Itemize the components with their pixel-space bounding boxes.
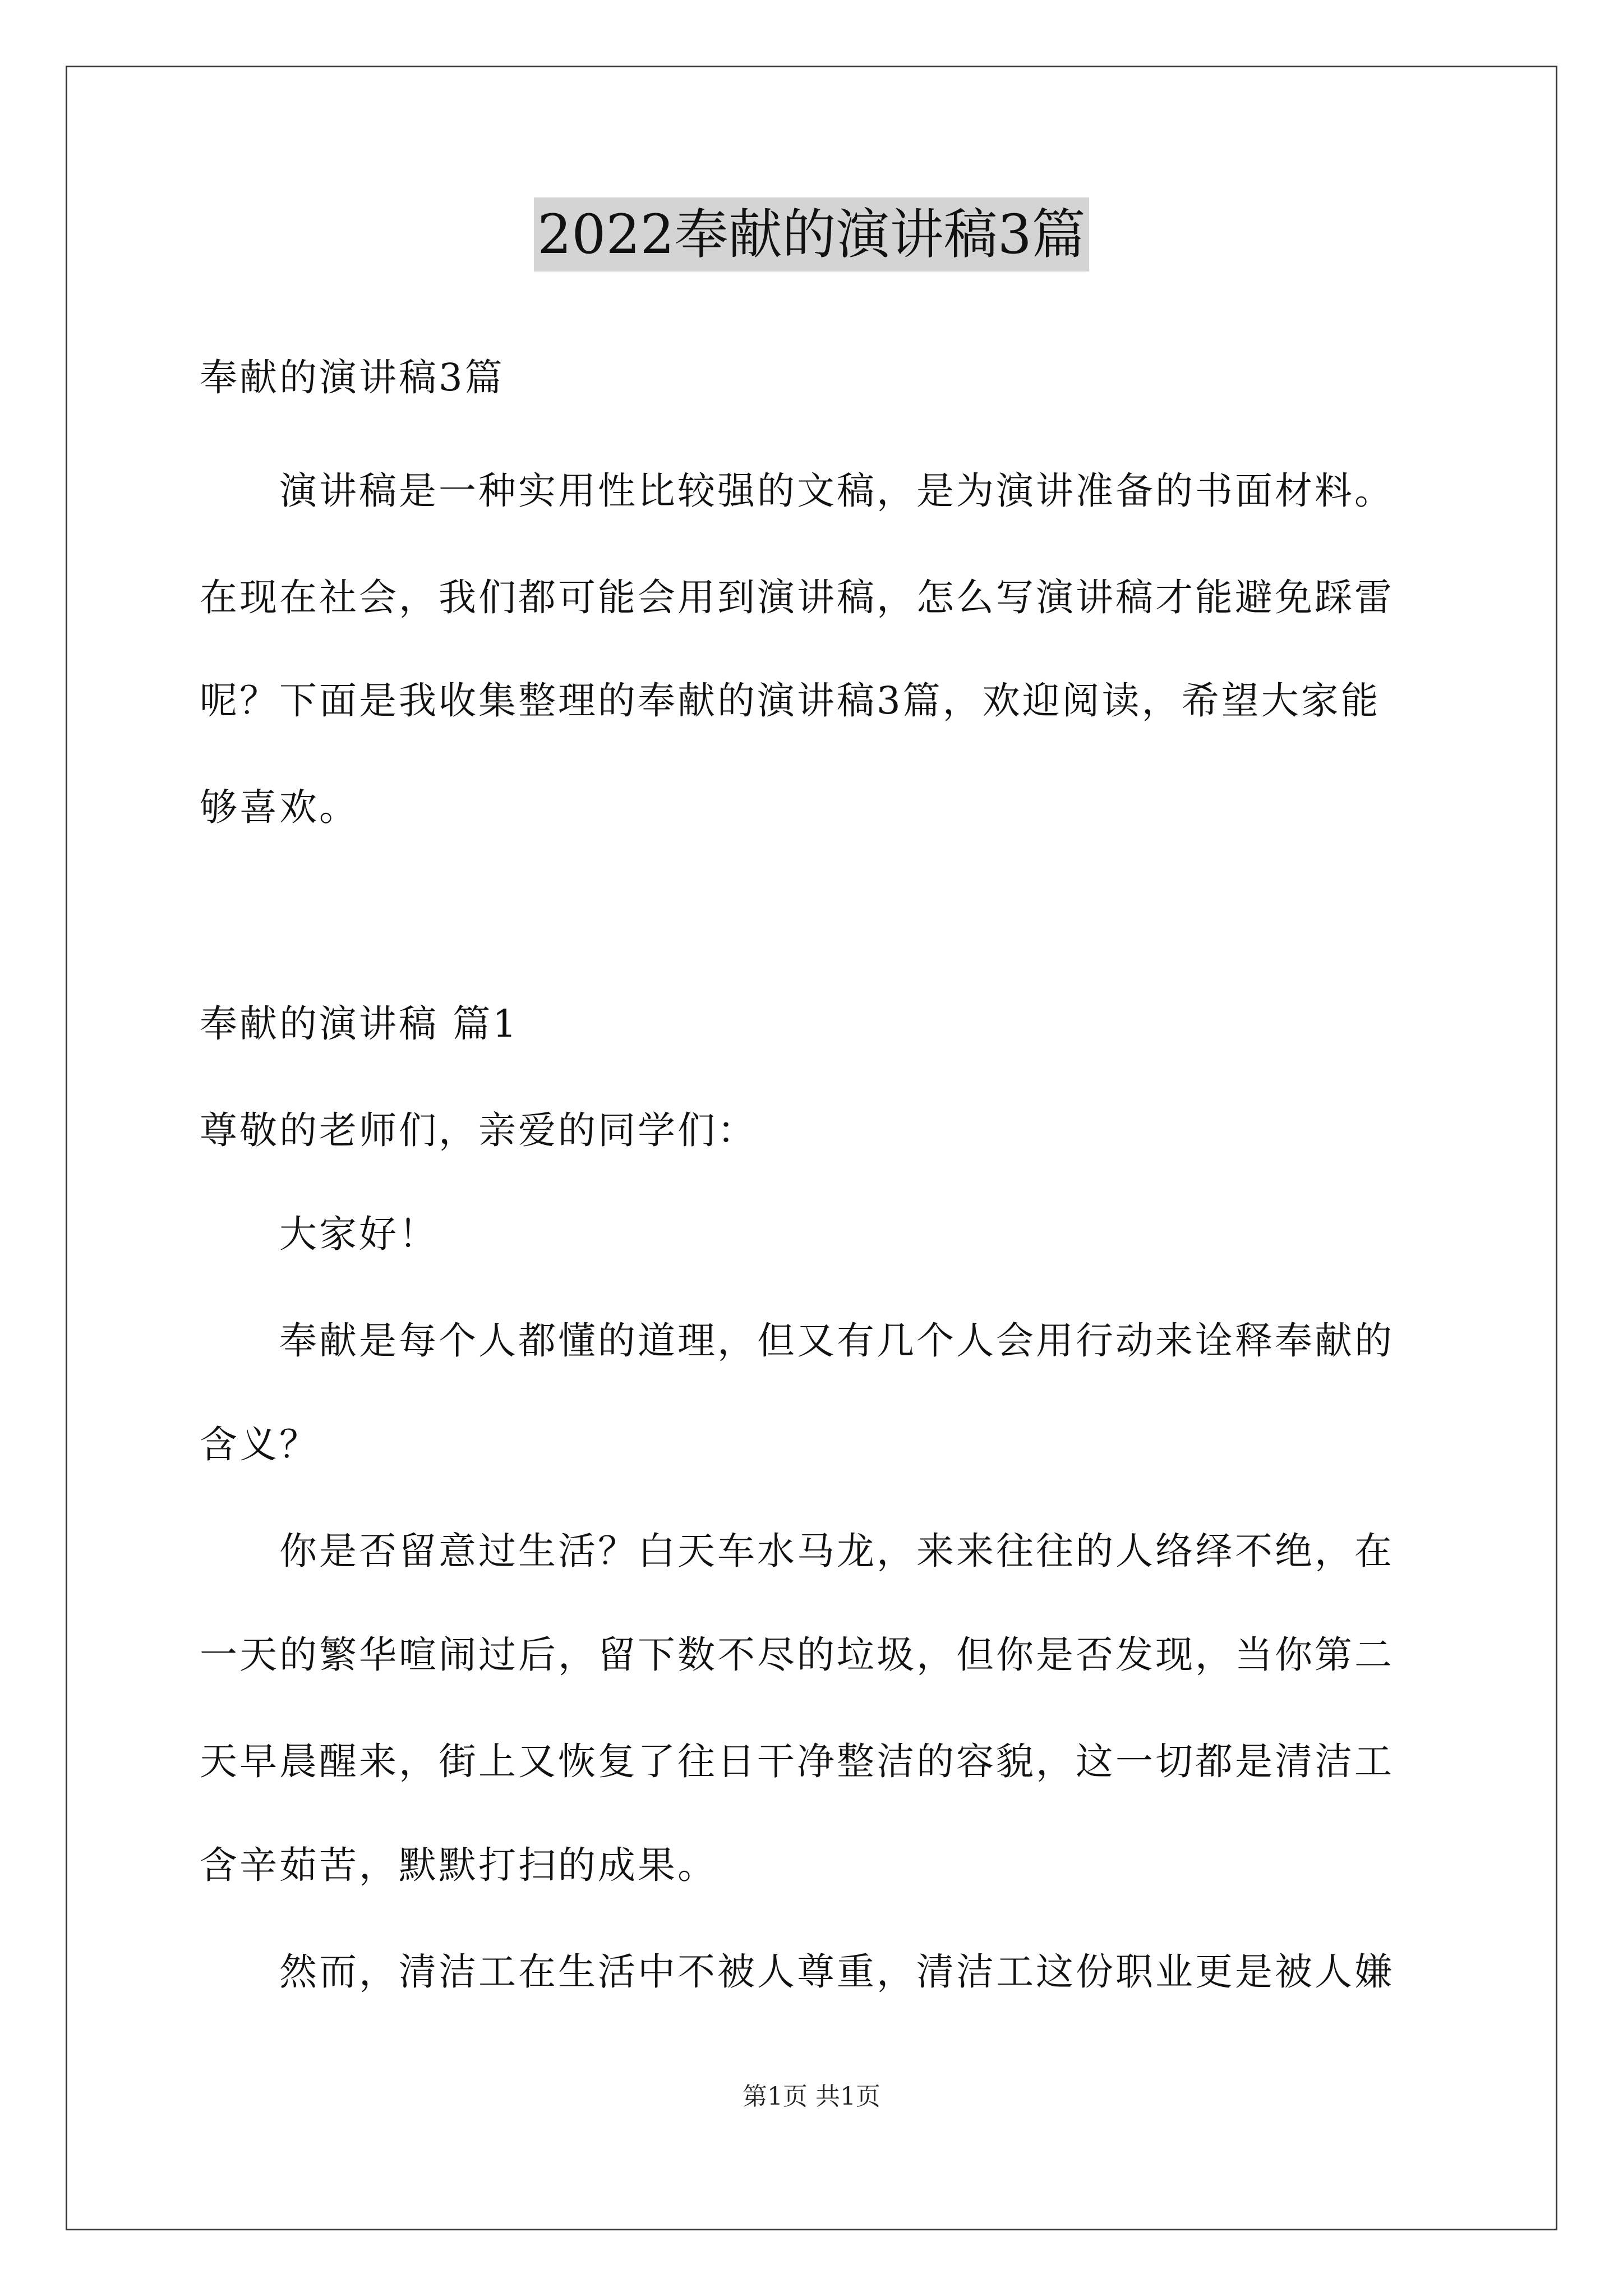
paragraph-line[interactable]: 奉献是每个人都懂的道理，但又有几个人会用行动来诠释奉献的: [279, 1319, 1394, 1363]
paragraph-line[interactable]: 演讲稿是一种实用性比较强的文稿，是为演讲准备的书面材料。: [279, 469, 1394, 513]
paragraph-line[interactable]: 够喜欢。: [200, 785, 359, 829]
greeting-line[interactable]: 大家好！: [279, 1212, 439, 1256]
salutation-line[interactable]: 尊敬的老师们，亲爱的同学们：: [200, 1108, 757, 1152]
subtitle-line[interactable]: 奉献的演讲稿3篇: [200, 356, 505, 399]
page-footer: 第1页 共1页: [743, 2082, 880, 2111]
paragraph-line[interactable]: 你是否留意过生活？白天车水马龙，来来往往的人络绎不绝，在: [279, 1529, 1394, 1573]
paragraph-line[interactable]: 呢？下面是我收集整理的奉献的演讲稿3篇，欢迎阅读，希望大家能: [200, 679, 1381, 723]
document-title[interactable]: 2022奉献的演讲稿3篇: [534, 197, 1089, 272]
paragraph-line[interactable]: 然而，清洁工在生活中不被人尊重，清洁工这份职业更是被人嫌: [279, 1950, 1394, 1994]
paragraph-line[interactable]: 在现在社会，我们都可能会用到演讲稿，怎么写演讲稿才能避免踩雷: [200, 576, 1394, 619]
paragraph-line[interactable]: 一天的繁华喧闹过后，留下数不尽的垃圾，但你是否发现，当你第二: [200, 1633, 1394, 1677]
title-container: [0, 197, 1623, 272]
section-heading[interactable]: 奉献的演讲稿 篇1: [200, 1002, 519, 1046]
paragraph-line[interactable]: 含义？: [200, 1423, 319, 1466]
paragraph-line[interactable]: 天早晨醒来，街上又恢复了往日干净整洁的容貌，这一切都是清洁工: [200, 1740, 1394, 1783]
paragraph-line[interactable]: 含辛茹苦，默默打扫的成果。: [200, 1843, 717, 1887]
